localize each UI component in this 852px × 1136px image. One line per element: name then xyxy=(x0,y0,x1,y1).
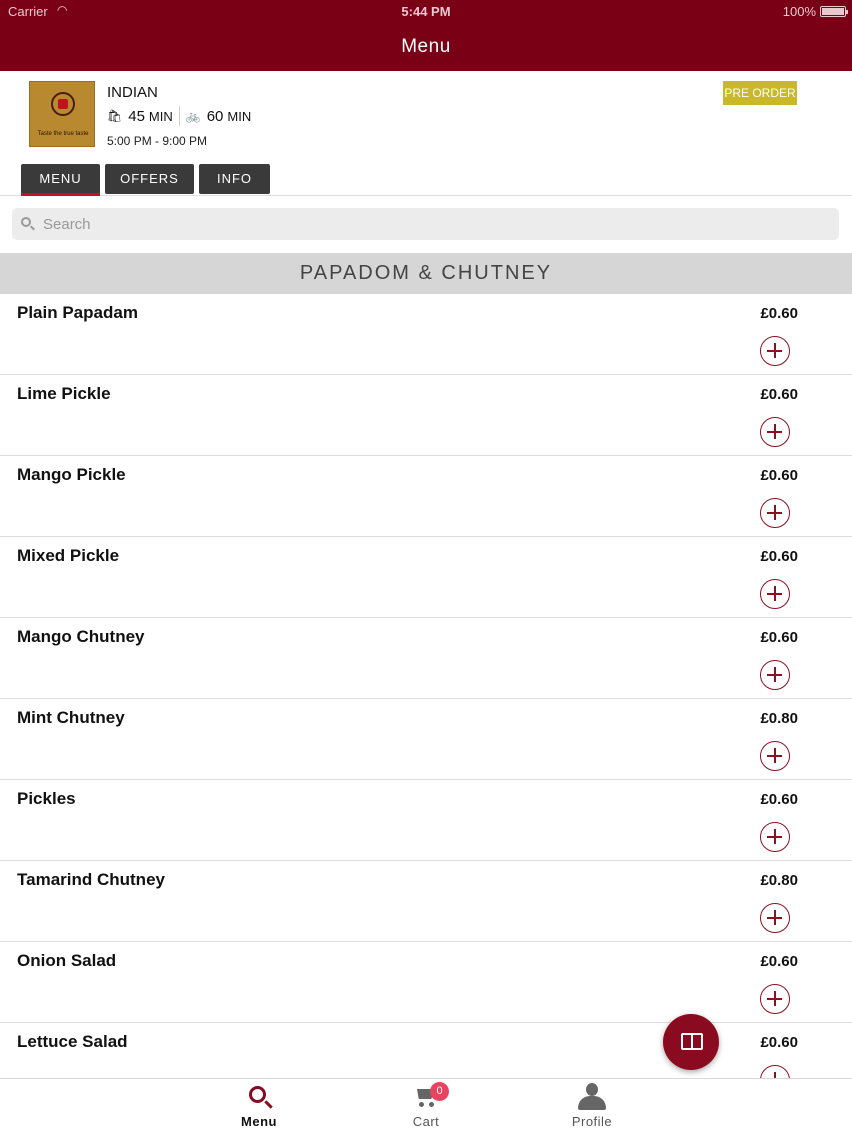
carrier-label: Carrier xyxy=(8,4,48,19)
add-item-icon[interactable] xyxy=(760,741,790,771)
menu-item xyxy=(0,942,852,1023)
section-header: PAPADOM & CHUTNEY xyxy=(0,253,852,294)
item-name: Lime Pickle xyxy=(17,384,111,403)
menu-item xyxy=(0,537,852,618)
item-name: Lettuce Salad xyxy=(17,1032,128,1051)
status-bar xyxy=(0,0,852,24)
item-price: £0.60 xyxy=(760,305,798,322)
menu-item xyxy=(0,375,852,456)
nav-cart[interactable] xyxy=(366,1079,486,1136)
logo-emblem-icon xyxy=(51,92,75,116)
logo-tagline: Taste the true taste xyxy=(37,131,89,137)
menu-item xyxy=(0,294,852,375)
menu-item xyxy=(0,618,852,699)
nav-profile-label: Profile xyxy=(571,1114,613,1129)
add-item-icon[interactable] xyxy=(760,498,790,528)
status-time: 5:44 PM xyxy=(401,4,451,19)
item-price: £0.80 xyxy=(760,710,798,727)
search-input[interactable] xyxy=(43,208,823,240)
search-bar xyxy=(12,208,839,240)
profile-icon xyxy=(577,1083,607,1111)
top-bar xyxy=(0,0,852,71)
menu-item xyxy=(0,456,852,537)
bicycle-icon: 🚲 xyxy=(185,109,201,123)
item-name: Mint Chutney xyxy=(17,708,125,727)
collection-time-unit: MIN xyxy=(148,108,173,124)
add-item-icon[interactable] xyxy=(760,903,790,933)
restaurant-header xyxy=(0,71,852,196)
tab-offers[interactable]: OFFERS xyxy=(105,164,194,194)
menu-item xyxy=(0,699,852,780)
add-item-icon[interactable] xyxy=(760,660,790,690)
nav-cart-label: Cart xyxy=(412,1114,440,1129)
search-icon xyxy=(21,217,31,227)
menu-item xyxy=(0,861,852,942)
menu-tabs xyxy=(21,164,270,194)
battery-percent: 100% xyxy=(782,4,816,19)
item-price: £0.60 xyxy=(760,386,798,403)
item-price: £0.60 xyxy=(760,1034,798,1051)
menu-book-button[interactable] xyxy=(663,1014,719,1070)
add-item-icon[interactable] xyxy=(760,984,790,1014)
search-icon xyxy=(249,1086,266,1103)
add-item-icon[interactable] xyxy=(760,336,790,366)
add-item-icon[interactable] xyxy=(760,417,790,447)
book-icon xyxy=(681,1033,703,1050)
menu-item xyxy=(0,780,852,861)
page-title: Menu xyxy=(401,36,451,57)
item-price: £0.80 xyxy=(760,872,798,889)
nav-menu[interactable] xyxy=(199,1079,319,1136)
divider xyxy=(179,106,180,126)
item-name: Mixed Pickle xyxy=(17,546,120,565)
bottom-nav xyxy=(0,1078,852,1136)
item-price: £0.60 xyxy=(760,629,798,646)
item-name: Pickles xyxy=(17,789,76,808)
pre-order-button[interactable]: PRE ORDER xyxy=(723,81,797,105)
item-price: £0.60 xyxy=(760,791,798,808)
item-price: £0.60 xyxy=(760,548,798,565)
wifi-icon: ◠ xyxy=(57,3,68,17)
add-item-icon[interactable] xyxy=(760,579,790,609)
nav-profile[interactable] xyxy=(532,1079,652,1136)
add-item-icon[interactable] xyxy=(760,822,790,852)
restaurant-logo xyxy=(29,81,95,147)
item-name: Plain Papadam xyxy=(17,303,138,322)
item-name: Mango Pickle xyxy=(17,465,126,484)
cuisine-label: INDIAN xyxy=(107,84,158,101)
delivery-time-unit: MIN xyxy=(227,108,252,124)
item-price: £0.60 xyxy=(760,953,798,970)
collection-bag-icon: 🛍 xyxy=(107,109,123,123)
tab-info[interactable]: INFO xyxy=(199,164,270,194)
collection-time: 45 xyxy=(128,107,145,125)
item-name: Onion Salad xyxy=(17,951,117,970)
item-name: Tamarind Chutney xyxy=(17,870,165,889)
delivery-times xyxy=(107,106,251,126)
item-name: Mango Chutney xyxy=(17,627,145,646)
cart-count-badge: 0 xyxy=(430,1082,449,1101)
battery-icon xyxy=(820,6,846,17)
item-price: £0.60 xyxy=(760,467,798,484)
opening-hours: 5:00 PM - 9:00 PM xyxy=(107,134,208,148)
nav-menu-label: Menu xyxy=(241,1114,277,1129)
menu-item-list xyxy=(0,294,852,1104)
tab-menu[interactable]: MENU xyxy=(21,164,100,194)
delivery-time: 60 xyxy=(206,107,224,125)
